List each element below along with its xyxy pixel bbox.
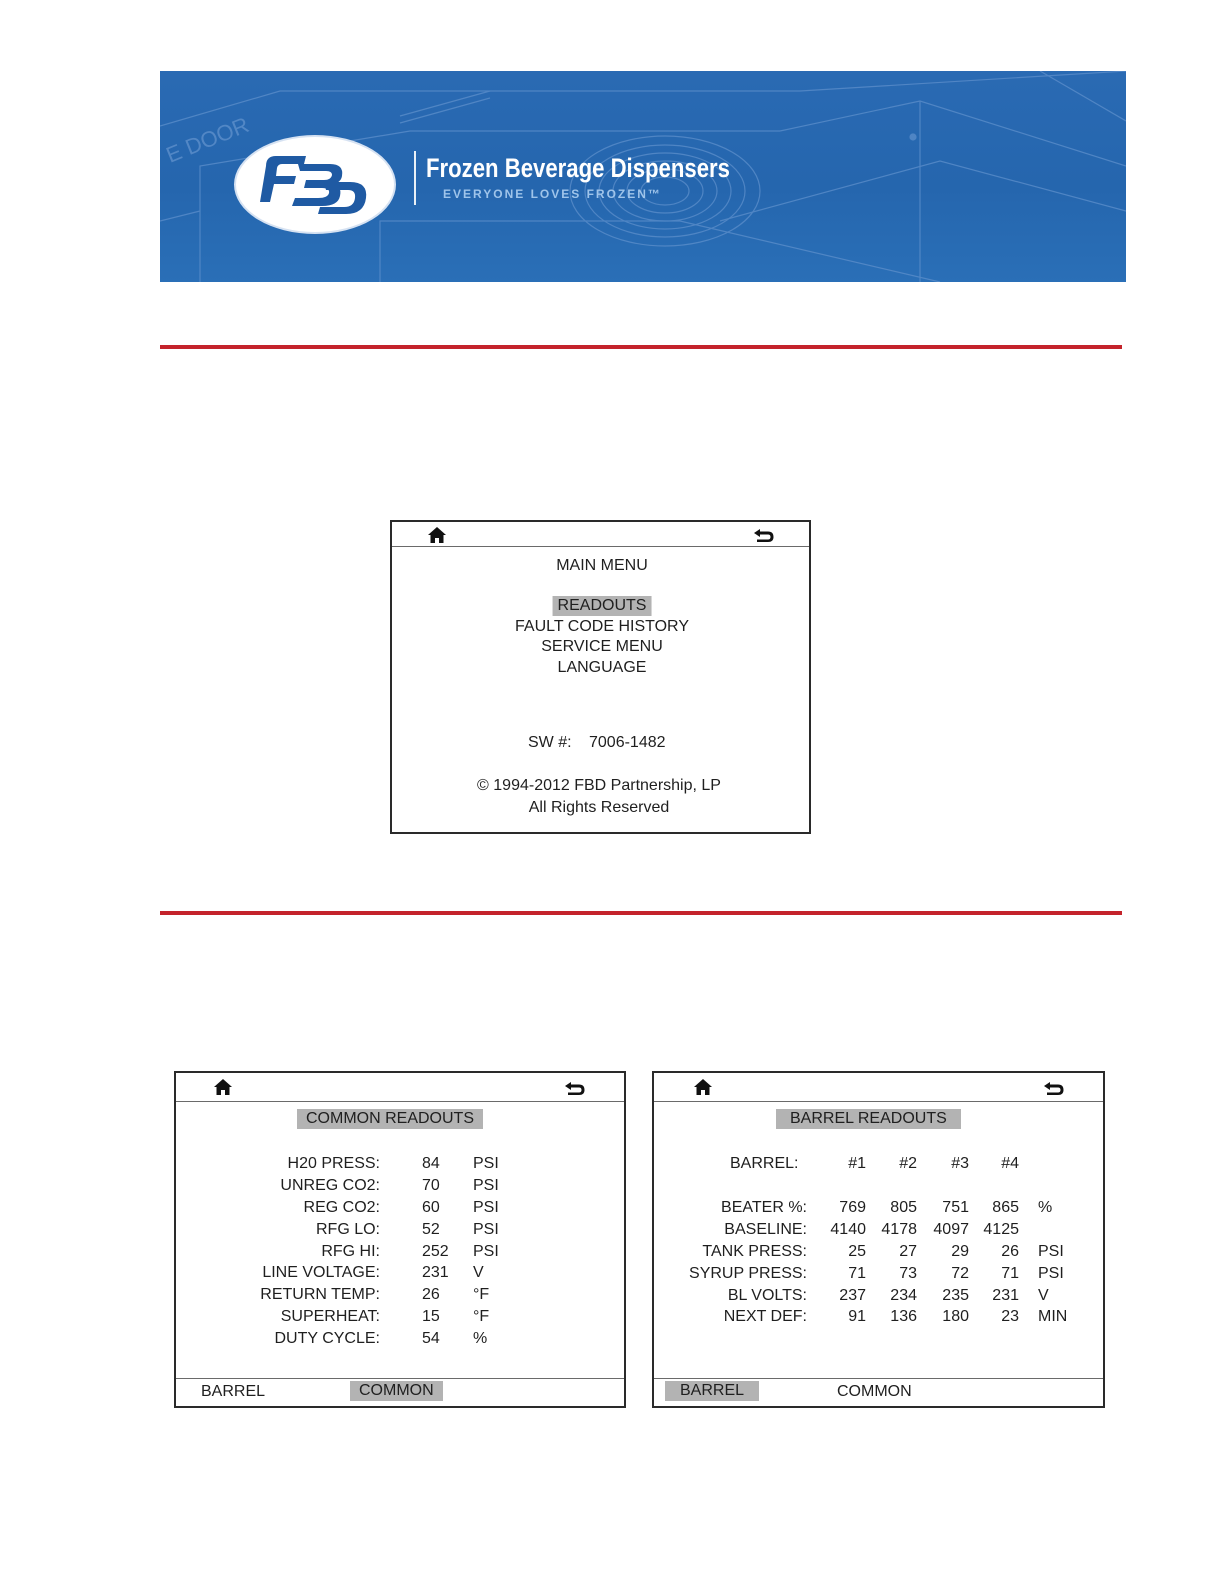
barrel-3-column xyxy=(927,1197,969,1328)
readout-label: TANK PRESS: xyxy=(702,1242,807,1260)
section-rule-2 xyxy=(160,911,1122,915)
readout-value: 26 xyxy=(422,1286,440,1304)
menu-item-fault-code-history[interactable]: FAULT CODE HISTORY xyxy=(515,618,689,635)
readout-unit: V xyxy=(1038,1286,1049,1304)
copyright-text: © 1994-2012 FBD Partnership, LP xyxy=(477,777,721,794)
back-icon[interactable] xyxy=(564,1080,586,1096)
readout-unit: PSI xyxy=(1038,1242,1064,1260)
readout-value: 769 xyxy=(839,1199,866,1216)
readout-label: H20 PRESS: xyxy=(287,1155,380,1172)
readout-value: 71 xyxy=(848,1264,866,1282)
readout-label: SUPERHEAT: xyxy=(280,1308,380,1326)
readout-value: 751 xyxy=(942,1199,969,1216)
readout-label: RFG LO: xyxy=(315,1220,380,1238)
software-number-value: 7006-1482 xyxy=(589,734,666,751)
readout-value: 231 xyxy=(992,1286,1019,1304)
readout-unit: % xyxy=(1038,1199,1053,1216)
barrel-number: #3 xyxy=(951,1155,969,1172)
back-icon[interactable] xyxy=(753,527,775,543)
screen-topbar xyxy=(392,522,809,547)
readout-value: 234 xyxy=(890,1286,917,1304)
common-values-column xyxy=(422,1153,449,1350)
rights-text: All Rights Reserved xyxy=(528,799,670,816)
menu-item-language[interactable]: LANGUAGE xyxy=(557,659,647,676)
barrel-readouts-title: BARREL READOUTS xyxy=(776,1109,961,1129)
readout-unit xyxy=(1038,1219,1067,1241)
readout-unit: % xyxy=(473,1330,488,1348)
screen-bottom-tabs xyxy=(654,1378,1103,1406)
readout-value: 805 xyxy=(890,1199,917,1216)
brand-title: Frozen Beverage Dispensers xyxy=(426,153,730,183)
readout-value: 29 xyxy=(951,1242,969,1260)
readout-label: REG CO2: xyxy=(303,1198,380,1216)
readout-value: 73 xyxy=(899,1264,917,1282)
readout-unit: V xyxy=(473,1264,484,1282)
readout-value: 252 xyxy=(422,1242,449,1260)
readout-unit: PSI xyxy=(473,1220,499,1238)
screen-topbar xyxy=(176,1073,624,1102)
tab-barrel[interactable]: BARREL xyxy=(201,1383,266,1400)
readout-value: 54 xyxy=(422,1330,440,1348)
readout-value: 4178 xyxy=(881,1220,917,1238)
readout-unit: MIN xyxy=(1038,1308,1068,1326)
readout-value: 52 xyxy=(422,1220,440,1238)
readout-value: 27 xyxy=(899,1242,917,1260)
readout-value: 180 xyxy=(942,1308,969,1326)
tab-common[interactable]: COMMON xyxy=(837,1383,912,1400)
screen-bottom-tabs xyxy=(176,1378,624,1406)
readout-label: BL VOLTS: xyxy=(727,1286,807,1304)
barrel-1-column xyxy=(824,1197,866,1328)
home-icon[interactable] xyxy=(213,1078,233,1096)
section-rule-1 xyxy=(160,345,1122,349)
barrel-number: #4 xyxy=(1001,1155,1019,1172)
readout-value: 231 xyxy=(422,1264,449,1282)
fbd-logo-mark xyxy=(252,146,378,222)
barrel-units-column xyxy=(1038,1197,1067,1328)
menu-item-service-menu[interactable]: SERVICE MENU xyxy=(541,638,663,655)
readout-value: 84 xyxy=(422,1155,440,1172)
readout-label: BEATER %: xyxy=(721,1199,807,1216)
readout-value: 23 xyxy=(1001,1308,1019,1326)
readout-label: UNREG CO2: xyxy=(280,1176,380,1194)
banner-background-text: E DOOR xyxy=(162,111,253,168)
barrel-number: #2 xyxy=(899,1155,917,1172)
readout-value: 26 xyxy=(1001,1242,1019,1260)
header-banner xyxy=(160,71,1126,282)
readout-label: DUTY CYCLE: xyxy=(274,1330,380,1348)
readout-unit: °F xyxy=(473,1286,490,1304)
readout-value: 91 xyxy=(848,1308,866,1326)
screen-topbar xyxy=(654,1073,1103,1102)
barrel-4-column xyxy=(977,1197,1019,1328)
tab-common[interactable]: COMMON xyxy=(350,1381,443,1401)
barrel-header-label: BARREL: xyxy=(730,1155,799,1172)
main-menu-title: MAIN MENU xyxy=(556,557,648,574)
readout-label: RETURN TEMP: xyxy=(260,1286,380,1304)
readout-label: SYRUP PRESS: xyxy=(689,1264,807,1282)
readout-unit: PSI xyxy=(473,1155,499,1172)
readout-value: 15 xyxy=(422,1308,440,1326)
brand-tagline: EVERYONE LOVES FROZEN™ xyxy=(443,187,662,201)
common-units-column xyxy=(473,1153,499,1350)
tab-barrel[interactable]: BARREL xyxy=(665,1381,759,1401)
readout-unit: PSI xyxy=(1038,1264,1064,1282)
readout-unit: PSI xyxy=(473,1198,499,1216)
readout-value: 4097 xyxy=(933,1220,969,1238)
readout-value: 70 xyxy=(422,1176,440,1194)
readout-value: 235 xyxy=(942,1286,969,1304)
readout-label: LINE VOLTAGE: xyxy=(262,1264,380,1282)
common-readouts-title: COMMON READOUTS xyxy=(297,1109,483,1129)
main-menu-screen xyxy=(390,520,811,834)
readout-label: RFG HI: xyxy=(321,1242,380,1260)
barrel-readouts-screen xyxy=(652,1071,1105,1408)
barrel-2-column xyxy=(875,1197,917,1328)
common-readouts-screen xyxy=(174,1071,626,1408)
barrel-labels-column xyxy=(654,1197,807,1328)
readout-value: 865 xyxy=(992,1199,1019,1216)
readout-label: NEXT DEF: xyxy=(723,1308,807,1326)
readout-value: 72 xyxy=(951,1264,969,1282)
home-icon[interactable] xyxy=(427,526,447,544)
back-icon[interactable] xyxy=(1043,1080,1065,1096)
readout-value: 25 xyxy=(848,1242,866,1260)
readout-value: 60 xyxy=(422,1198,440,1216)
readout-value: 136 xyxy=(890,1308,917,1326)
home-icon[interactable] xyxy=(693,1078,713,1096)
software-number-label: SW #: xyxy=(528,734,572,751)
readout-label: BASELINE: xyxy=(724,1220,807,1238)
readout-value: 71 xyxy=(1001,1264,1019,1282)
menu-item-readouts[interactable]: READOUTS xyxy=(553,596,652,616)
common-labels-column xyxy=(216,1153,380,1350)
readout-unit: °F xyxy=(473,1308,490,1326)
readout-value: 237 xyxy=(839,1286,866,1304)
banner-divider xyxy=(414,151,416,205)
readout-unit: PSI xyxy=(473,1242,499,1260)
barrel-number: #1 xyxy=(848,1155,866,1172)
readout-value: 4125 xyxy=(983,1220,1019,1238)
readout-unit: PSI xyxy=(473,1176,499,1194)
readout-value: 4140 xyxy=(830,1220,866,1238)
